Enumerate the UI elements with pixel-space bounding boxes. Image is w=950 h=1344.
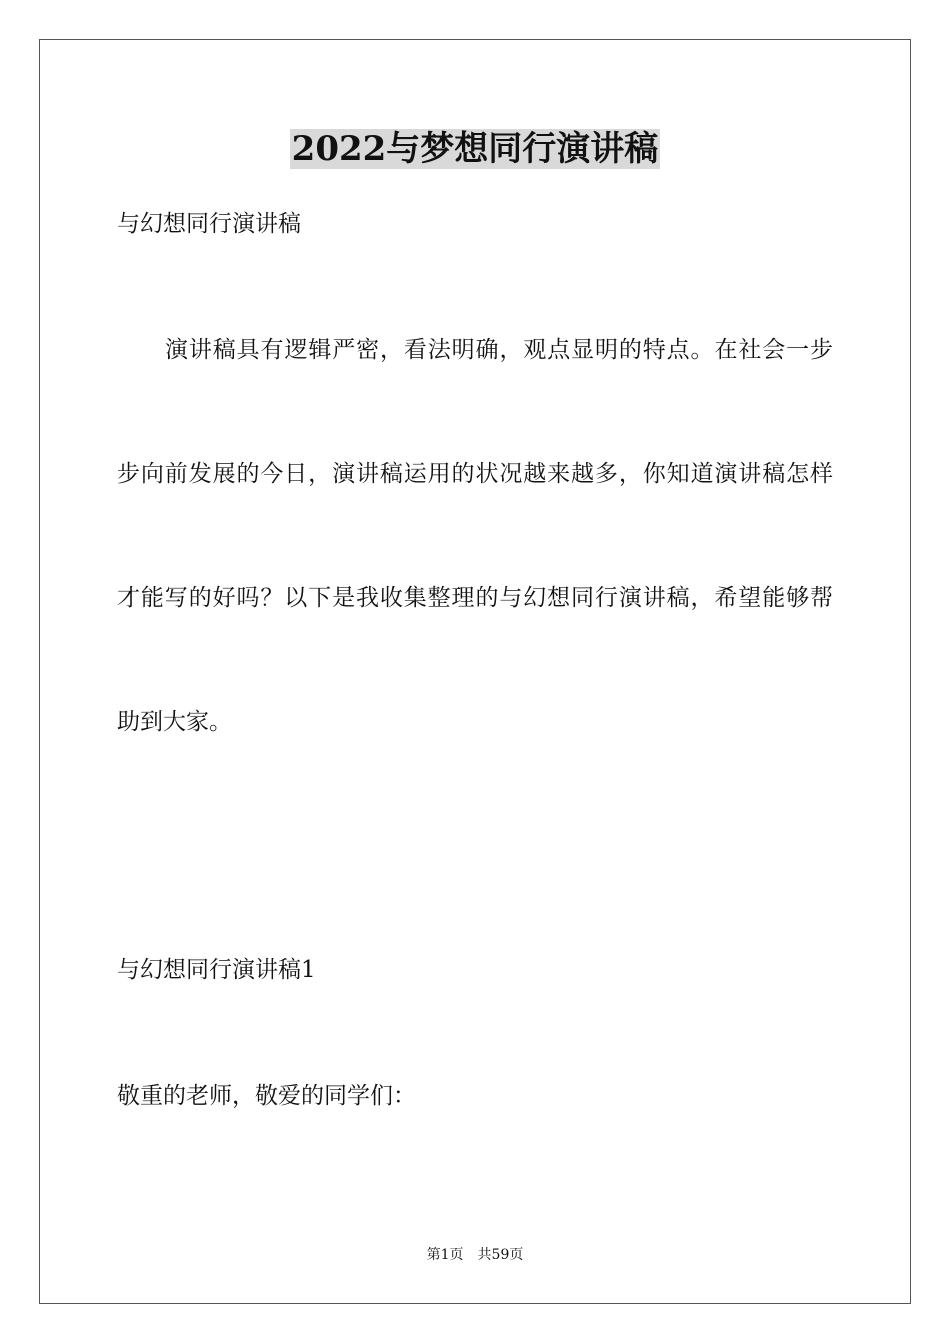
- document-title: [0, 128, 950, 170]
- page-number: 第1页: [426, 1247, 464, 1263]
- page-total: 共59页: [477, 1247, 524, 1263]
- intro-paragraph-line-2: 步向前发展的今日，演讲稿运用的状况越来越多，你知道演讲稿怎样: [117, 461, 833, 487]
- document-subtitle: 与幻想同行演讲稿: [117, 211, 301, 237]
- document-title-text: 2022与梦想同行演讲稿: [291, 129, 659, 169]
- page-footer: [0, 1246, 950, 1264]
- intro-paragraph-line-4: 助到大家。: [117, 709, 232, 735]
- intro-paragraph-line-3: 才能写的好吗？以下是我收集整理的与幻想同行演讲稿，希望能够帮: [117, 585, 833, 611]
- intro-paragraph-line-1: 演讲稿具有逻辑严密，看法明确，观点显明的特点。在社会一步: [165, 337, 833, 363]
- salutation: 敬重的老师，敬爱的同学们：: [117, 1083, 416, 1109]
- section-heading: 与幻想同行演讲稿1: [117, 957, 316, 983]
